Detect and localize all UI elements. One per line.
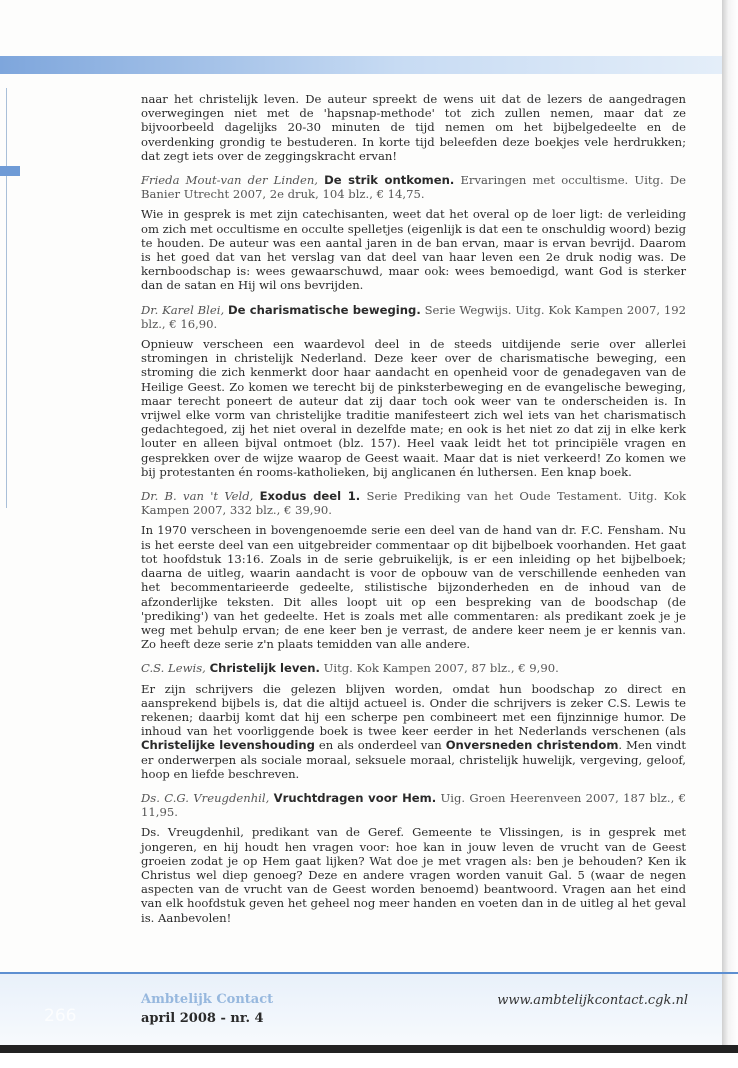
issue-label: april 2008 - nr. 4 bbox=[141, 1011, 264, 1026]
margin-line bbox=[6, 88, 7, 508]
review-title: Christelijk leven. bbox=[209, 661, 320, 676]
review-author: C.S. Lewis, bbox=[141, 661, 206, 676]
bottom-border bbox=[0, 1045, 738, 1053]
review-title: Exodus deel 1. bbox=[259, 489, 361, 504]
review-text-part: en als onderdeel van bbox=[314, 738, 446, 753]
review-entry-vruchtdragen bbox=[141, 791, 686, 819]
review-author: Dr. B. van 't Veld, bbox=[141, 489, 254, 504]
review-title: De strik ontkomen. bbox=[324, 173, 455, 188]
review-details: Serie Wegwijs. Uitg. Kok Kampen 2007, 192 blz., € 16,90. bbox=[141, 302, 686, 331]
review-details: Uitg. Kok Kampen 2007, 87 blz., € 9,90. bbox=[323, 661, 559, 676]
review-details: Serie Prediking van het Oude Testament. Uitg. Kok Kampen 2007, 332 blz., € 39,90. bbox=[141, 489, 686, 518]
review-text: In 1970 verscheen in bovengenoemde serie een deel van de hand van dr. F.C. Fensham. Nu is het eerste deel van een uitgebreider commentaar op dit bijbelboek voorhanden. Het gaat tot hoofdstuk 13:16. Zoals in de serie gebruikelijk, is er een inleiding op het bijbelboek; daarna de uitleg, waarin aandacht is voor de opbouw van de verschillende eenheden van het becommentarieerde gedeelte, stilistische bijzonderheden en de inhoud van de afzonderlijke teksten. Dit alles loopt uit op een bespreking van de boodschap (de 'prediking') van het gedeelte. Het is zoals met alle commentaren: als predikant zoek je je weg met behulp ervan; de ene keer ben je verrast, de andere keer neem je er kennis van. Zo heeft deze serie z'n plaats temidden van alle andere. bbox=[141, 523, 686, 652]
review-title: Vruchtdragen voor Hem. bbox=[273, 790, 437, 805]
review-author: Dr. Karel Blei, bbox=[141, 302, 225, 317]
website-link[interactable]: www.ambtelijkcontact.cgk.nl bbox=[497, 993, 688, 1008]
review-entry-exodus bbox=[141, 489, 686, 517]
article-body bbox=[141, 92, 686, 935]
review-entry-lewis bbox=[141, 661, 686, 675]
review-text: Wie in gesprek is met zijn catechisanten, weet dat het overal op de loer ligt: de verleiding om zich met occultisme en occulte spelletjes (eigenlijk is dat een te onschuldig woord) bezig te houden. De auteur was een aantal jaren in de ban ervan, maar is ervan bevrijd. Daarom is het goed dat van het verslag van dat deel van haar leven een 2e druk nodig was. De kernboodschap is: wees gewaarschuwd, maar ook: wees bemoedigd, want God is sterker dan de satan en Hij wil ons bevrijden. bbox=[141, 207, 686, 293]
review-entry-strik bbox=[141, 173, 686, 201]
intro-paragraph: naar het christelijk leven. De auteur spreekt de wens uit dat de lezers de aangedragen overwegingen niet met de 'hapsnap-methode' tot zich zullen nemen, maar dat ze bijvoorbeeld dagelijks 20-30 minuten de tijd nemen om het bijbelgedeelte en de overdenking grondig te bestuderen. In korte tijd beleefden deze boekjes vele herdrukken; dat zegt iets over de zeggingskracht ervan! bbox=[141, 92, 686, 163]
review-details: Uig. Groen Heerenveen 2007, 187 blz., € 11,95. bbox=[141, 790, 686, 820]
page-footer bbox=[0, 972, 722, 1045]
review-text-part: Er zijn schrijvers die gelezen blijven worden, omdat hun boodschap zo direct en aansprekend bijbels is, dat die altijd actueel is. Onder die schrijvers is zeker C.S. Lewis te rekenen; daarbij komt dat hij een scherpe pen combineert met een fijnzinnige humor. De inhoud van het voorliggende boek is twee keer eerder in het Nederlands verschenen (als bbox=[141, 681, 686, 739]
footer-rule bbox=[0, 972, 738, 974]
page-number: 266 bbox=[44, 1006, 77, 1026]
review-text-part: . Men vindt er onderwerpen als sociale moraal, seksuele moraal, christelijk huwelijk, vergeving, geloof, hoop en liefde beschreven. bbox=[141, 738, 686, 781]
header-color-band bbox=[0, 56, 722, 74]
book-reference: Christelijke levenshouding bbox=[141, 738, 315, 753]
review-author: Frieda Mout-van der Linden, bbox=[141, 173, 318, 188]
review-title: De charismatische beweging. bbox=[228, 302, 421, 317]
book-reference: Onversneden christendom bbox=[445, 738, 619, 753]
page-edge-shadow bbox=[722, 0, 738, 1050]
margin-marker bbox=[0, 166, 20, 176]
review-text: Ds. Vreugdenhil, predikant van de Geref. Gemeente te Vlissingen, is in gesprek met jongeren, en hij houdt hen vragen voor: hoe kan in jouw leven de vrucht van de Geest groeien zodat je op Hem gaat lijken? Wat doe je met vragen als: ben je behouden? Ken ik Christus wel diep genoeg? Deze en andere vragen worden vanuit Gal. 5 (waar de negen aspecten van de vrucht van de Geest worden benoemd) beantwoord. Vragen aan het eind van elk hoofdstuk geven het geheel nog meer handen en voeten dan in de uitleg al het geval is. Aanbevolen! bbox=[141, 825, 686, 925]
review-entry-charismatisch bbox=[141, 303, 686, 331]
journal-name: Ambtelijk Contact bbox=[141, 992, 274, 1007]
review-text: Opnieuw verscheen een waardevol deel in de steeds uitdijende serie over allerlei stromingen in christelijk Nederland. Deze keer over de charismatische beweging, een stroming die zich kenmerkt door haar aandacht en openheid voor de genadegaven van de Heilige Geest. Zo komen we terecht bij de pinksterbeweging en de evangelische beweging, maar terecht poneert de auteur dat zij daar toch ook weer van te onderscheiden is. In vrijwel elke vorm van christelijke traditie manifesteert zich wel iets van het charismatisch gedachtegoed, zij het niet overal in dezelfde mate; en ook is het niet zo dat zij in elke kerk louter en alleen bijval ontmoet (blz. 157). Heel vaak leidt het tot principiële vragen en gesprekken over de wijze waarop de Geest waait. Maar dat is niet verkeerd! Zo komen we bij protestanten én rooms-katholieken, bij anglicanen én luthersen. Een knap boek. bbox=[141, 337, 686, 479]
review-author: Ds. C.G. Vreugdenhil, bbox=[141, 790, 270, 805]
review-details: Ervaringen met occultisme. Uitg. De Banier Utrecht 2007, 2e druk, 104 blz., € 14,75. bbox=[141, 173, 686, 202]
review-text bbox=[141, 682, 686, 781]
